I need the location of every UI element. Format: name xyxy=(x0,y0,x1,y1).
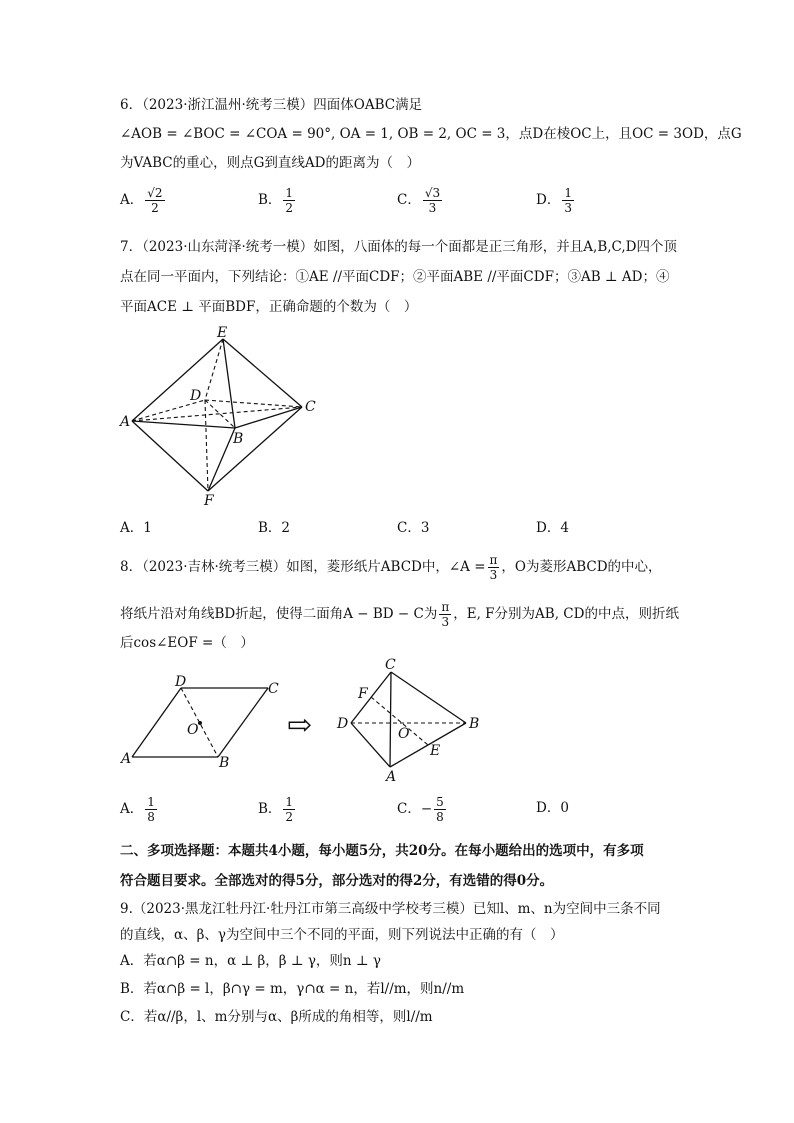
q6-option-d: D． $\frac{1}{3}$ xyxy=(536,186,572,215)
fold-arrow-icon: ⇨ xyxy=(287,708,313,743)
q9-line-2: 的直线，α、β、γ为空间中三个不同的平面，则下列说法中正确的有（ ） xyxy=(120,927,564,943)
left-label-b: B xyxy=(219,755,230,771)
q6-option-b: B． $\frac{1}{2}$ xyxy=(258,186,294,215)
q6-option-a: A． $\frac{√2}{2}$ xyxy=(120,186,163,215)
q7-line-2: 点在同一平面内，下列结论：①AE //平面CDF；②平面ABE //平面CDF；③AB ⊥ AD；④ xyxy=(120,269,670,285)
q8-option-c: C．− $\frac{5}{8}$ xyxy=(397,795,444,824)
q6-line-1: 6．（2023·浙江温州·统考三模）四面体OABC满足 xyxy=(120,97,423,113)
q9-option-b: B．若α∩β = l，β∩γ = m，γ∩α = n，若l//m，则n//m xyxy=(120,981,465,997)
q7-line-3: 平面ACE ⊥ 平面BDF，正确命题的个数为（ ） xyxy=(120,299,418,315)
label-d: D xyxy=(190,388,202,404)
label-f: F xyxy=(204,493,214,509)
rhombus-figure xyxy=(115,655,495,785)
label-b: B xyxy=(233,431,244,447)
label-a: A xyxy=(120,414,131,430)
q9-option-c: C．若α//β，l、m分别与α、β所成的角相等，则l//m xyxy=(120,1009,433,1025)
section-2-heading-line-1: 二、多项选择题：本题共4小题，每小题5分，共20分。在每小题给出的选项中，有多项 xyxy=(120,843,644,859)
octahedron-figure xyxy=(110,325,340,510)
left-label-d: D xyxy=(175,674,187,690)
q7-option-d: D．4 xyxy=(536,520,569,536)
q7-option-c: C．3 xyxy=(397,520,430,536)
right-label-e: E xyxy=(430,743,441,759)
q8-line-2: 将纸片沿对角线BD折起，使得二面角A − BD − C为 $\frac{\pi}{3}$ ，E, F分别为AB, CD的中点，则折纸 xyxy=(120,600,679,629)
label-e: E xyxy=(217,325,228,341)
q8-line-1: 8．（2023·吉林·统考三模）如图，菱形纸片ABCD中，∠A = $\frac{\pi}{3}$ ，O为菱形ABCD的中心， xyxy=(120,553,662,582)
label-c: C xyxy=(305,399,316,415)
right-label-c: C xyxy=(385,657,396,673)
left-label-c: C xyxy=(268,681,279,697)
section-2-heading-line-2: 符合题目要求。全部选对的得5分，部分选对的得2分，有选错的得0分。 xyxy=(120,873,554,889)
q6-option-c: C． $\frac{√3}{3}$ xyxy=(397,186,441,215)
q6-line-2: ∠AOB = ∠BOC = ∠COA = 90°, OA = 1, OB = 2, OC = 3，点D在棱OC上，且OC = 3OD，点G xyxy=(120,126,742,142)
right-label-o: O xyxy=(398,726,410,742)
q8-option-b: B． $\frac{1}{2}$ xyxy=(258,795,294,824)
left-label-o: O xyxy=(187,722,199,738)
right-label-f: F xyxy=(358,686,368,702)
right-label-b: B xyxy=(469,716,480,732)
q7-line-1: 7．（2023·山东菏泽·统考一模）如图，八面体的每一个面都是正三角形，并且A,B,C,D四个顶 xyxy=(120,239,677,255)
q8-line-3: 后cos∠EOF =（ ） xyxy=(120,635,254,651)
q8-option-d: D．0 xyxy=(536,800,569,816)
q8-option-a: A． $\frac{1}{8}$ xyxy=(120,795,155,824)
q7-option-a: A．1 xyxy=(120,520,152,536)
right-label-d: D xyxy=(337,716,349,732)
q9-option-a: A．若α∩β = n，α ⊥ β，β ⊥ γ，则n ⊥ γ xyxy=(120,953,381,969)
right-label-a: A xyxy=(386,769,397,785)
center-dot xyxy=(198,721,202,725)
q9-line-1: 9.（2023·黑龙江牡丹江·牡丹江市第三高级中学校考三模）已知l、m、n为空间中三条不同 xyxy=(120,901,661,917)
q6-line-3: 为VABC的重心，则点G到直线AD的距离为（ ） xyxy=(120,155,420,171)
q7-option-b: B．2 xyxy=(258,520,291,536)
left-label-a: A xyxy=(121,751,132,767)
